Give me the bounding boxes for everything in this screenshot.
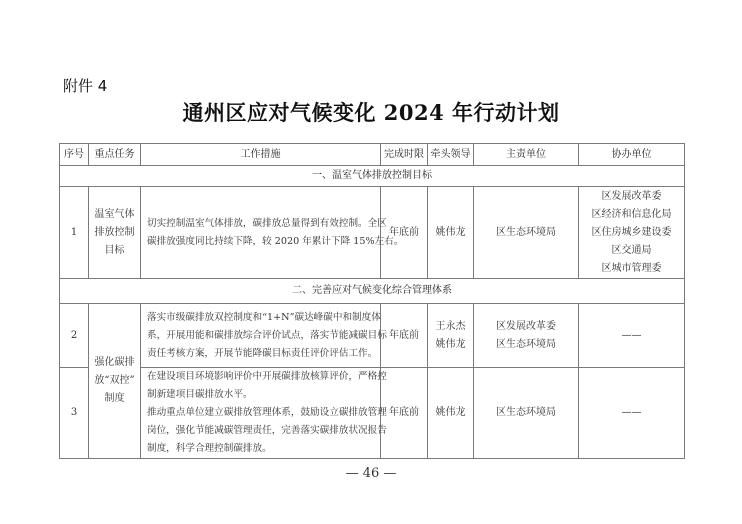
table-header-row [60,144,685,166]
task-line: 强化碳排 [94,357,135,368]
table-row [60,187,685,279]
measure-line: 制度，科学合理控制碳排放。 [147,443,272,454]
row-task [89,304,141,459]
document-title: 通州区应对气候变化 2024 年行动计划 [182,100,560,125]
task-line: 目标 [104,244,125,256]
row-lead-leader [428,368,474,459]
task-line: 排放控制 [94,226,135,238]
header-assisting-unit: 协办单位 [579,144,685,166]
unit-name: 区发展改革委 [496,320,556,332]
measure-line: 在建设项目环境影响评价中开展碳排放核算评价，严格控 [147,371,387,382]
attachment-label: 附件 4 [63,77,108,95]
unit-name: 区生态环境局 [496,338,556,350]
header-lead-leader: 牵头领导 [428,144,474,166]
page-number: — 46 — [345,466,397,481]
section-heading: 一、温室气体排放控制目标 [60,166,685,187]
unit-name: 区生态环境局 [496,226,556,238]
row-responsible-unit [474,368,579,459]
unit-name: 区住房城乡建设委 [591,226,672,238]
unit-name: 区经济和信息化局 [591,208,672,220]
leader-name: 姚伟龙 [435,226,466,238]
row-no: 1 [60,187,89,279]
row-deadline: 年底前 [381,304,428,368]
unit-name: 区发展改革委 [601,190,662,202]
row-no: 2 [60,304,89,368]
unit-name: 区交通局 [611,244,652,256]
table-row [60,368,685,459]
section-heading-row [60,279,685,304]
measure-line: 岗位，强化节能减碳管理责任，完善落实碳排放状况报告 [147,425,387,436]
row-no: 3 [60,368,89,459]
row-assisting-unit: —— [579,304,685,368]
header-task: 重点任务 [89,144,141,166]
row-deadline: 年底前 [381,187,428,279]
header-responsible-unit: 主责单位 [474,144,579,166]
unit-name: 区生态环境局 [496,407,556,418]
measure-line: 碳排放强度同比持续下降，较 2020 年累计下降 15%左右。 [147,235,404,247]
table-row [60,304,685,368]
row-deadline: 年底前 [381,368,428,459]
task-line: 放“双控” [94,375,135,386]
section-heading: 二、完善应对气候变化综合管理体系 [60,279,685,304]
row-responsible-unit [474,187,579,279]
row-task [89,187,141,279]
header-deadline: 完成时限 [381,144,428,166]
row-assisting-unit: —— [579,368,685,459]
leader-name: 王永杰 [435,320,466,332]
measure-line: 系，开展用能和碳排放综合评价试点，落实节能减碳目标 [147,329,387,341]
row-lead-leader [428,304,474,368]
row-responsible-unit [474,304,579,368]
measure-line: 落实市级碳排放双控制度和“1+N”碳达峰碳中和制度体 [147,311,381,323]
header-no: 序号 [60,144,89,166]
row-assisting-unit [579,187,685,279]
leader-name: 姚伟龙 [435,407,466,418]
row-measures [141,368,387,459]
header-measures: 工作措施 [141,144,381,166]
measure-line: 切实控制温室气体排放，碳排放总量得到有效控制。全区 [147,217,387,229]
measure-line: 制新建项目碳排放水平。 [147,389,253,400]
measure-line: 推动重点单位建立碳排放管理体系，鼓励设立碳排放管理 [147,407,387,418]
row-measures [141,304,387,368]
task-line: 制度 [104,393,125,404]
task-line: 温室气体 [94,208,135,220]
unit-name: 区城市管理委 [601,262,662,274]
section-heading-row [60,166,685,187]
action-plan-table [59,143,685,459]
row-lead-leader [428,187,474,279]
measure-line: 责任考核方案，开展节能降碳目标责任评价评估工作。 [147,347,378,359]
leader-name: 姚伟龙 [435,338,466,350]
